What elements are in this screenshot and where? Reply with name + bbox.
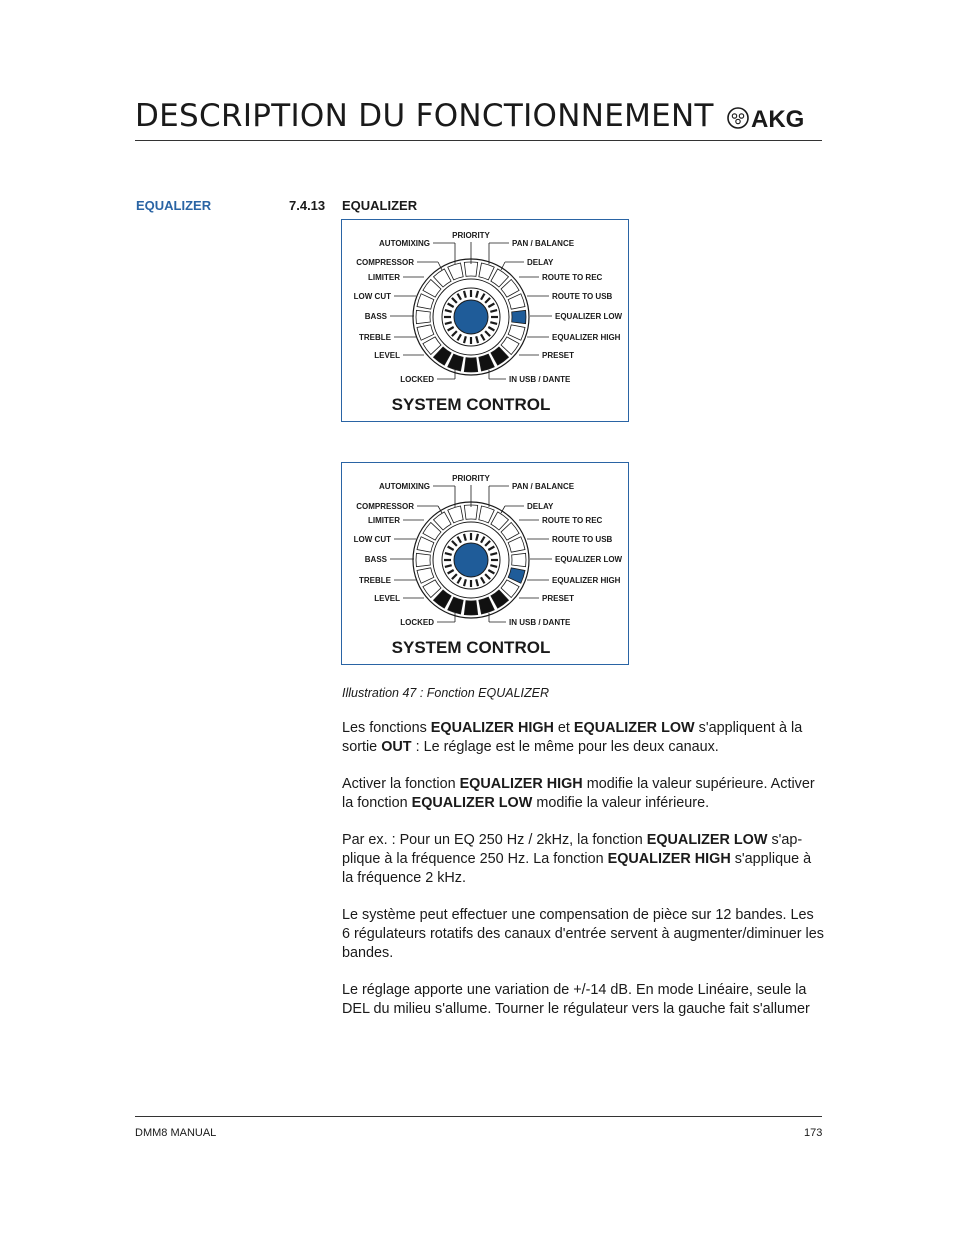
logo-text: AKG — [751, 106, 805, 131]
led-segment — [479, 263, 494, 280]
label-bass: BASS — [364, 555, 387, 564]
knob-grip — [445, 322, 452, 324]
knob-grip — [485, 541, 490, 546]
knob-ring — [413, 502, 529, 618]
led-segment — [417, 537, 434, 552]
footer-rule — [135, 1116, 822, 1117]
paragraph: Les fonctions EQUALIZER HIGH et EQUALIZER LOW s'appliquent à la sortie OUT : Le réglage est le même pour les deux canaux. — [342, 720, 803, 755]
label-compressor: COMPRESSOR — [356, 258, 414, 267]
system-control-figure-2 — [341, 462, 629, 665]
knob-grip — [458, 294, 462, 300]
led-segment — [464, 358, 477, 372]
label-treble: TREBLE — [359, 576, 391, 585]
label-pan-balance: PAN / BALANCE — [512, 482, 575, 491]
knob-ring — [413, 259, 529, 375]
label-route-to-usb: ROUTE TO USB — [552, 535, 613, 544]
paragraph: Le réglage apporte une variation de +/-14 dB. En mode Linéaire, seule la DEL du milieu s'allume. Tourner le régulateur vers la gauche fait s'allumer — [342, 982, 810, 1017]
led-segment — [508, 294, 525, 309]
knob-grip — [485, 298, 490, 303]
led-segment — [417, 325, 434, 340]
label-delay: DELAY — [527, 258, 554, 267]
knob-grip — [488, 304, 494, 308]
knob-grip — [490, 565, 497, 567]
knob-grip — [481, 537, 485, 543]
footer-manual-name: DMM8 MANUAL — [135, 1127, 217, 1139]
led-segment — [448, 597, 463, 614]
led-segment — [512, 553, 526, 566]
paragraph: Par ex. : Pour un EQ 250 Hz / 2kHz, la fonction EQUALIZER LOW s'ap-plique à la fréquence 250 Hz. La fonction EQUALIZER HIGH s'applique à la fréquence 2 kHz. — [342, 832, 812, 886]
body-text — [342, 719, 824, 1037]
led-segment — [508, 325, 525, 340]
knob-grip — [452, 298, 457, 303]
label-priority: PRIORITY — [452, 231, 490, 240]
figure-caption: Illustration 47 : Fonction EQUALIZER — [342, 686, 550, 700]
knob-grip — [445, 565, 452, 567]
label-equalizer-high: EQUALIZER HIGH — [552, 576, 621, 585]
led-segment — [417, 294, 434, 309]
system-control-figure-1 — [341, 219, 629, 422]
knob-grip — [452, 541, 457, 546]
led-segment — [416, 310, 430, 323]
paragraph: Activer la fonction EQUALIZER HIGH modifie la valeur supérieure. Activer la fonction EQUALIZER LOW modifie la valeur inférieure. — [342, 776, 815, 811]
knob-grip — [448, 304, 454, 308]
led-segment — [479, 354, 494, 371]
label-automixing: AUTOMIXING — [379, 482, 430, 491]
label-limiter: LIMITER — [368, 273, 400, 282]
knob-center — [454, 543, 488, 577]
knob-grip — [485, 574, 490, 579]
knob-grip — [476, 579, 478, 586]
section-heading — [289, 198, 417, 213]
sidebar-label: EQUALIZER — [136, 198, 212, 213]
knob-grip — [464, 534, 466, 541]
knob-grip — [445, 553, 452, 555]
led-segment — [448, 263, 463, 280]
knob-grip — [481, 294, 485, 300]
knob-grip — [490, 310, 497, 312]
knob-grip — [476, 291, 478, 298]
page-title: DESCRIPTION DU FONCTIONNEMENT — [135, 98, 714, 134]
knob-grip — [448, 547, 454, 551]
label-low-cut: LOW CUT — [353, 535, 391, 544]
led-segment — [464, 505, 477, 519]
led-segment — [464, 601, 477, 615]
label-preset: PRESET — [542, 594, 575, 603]
paragraph: Le système peut effectuer une compensation de pièce sur 12 bandes. Les 6 régulateurs rotatifs des canaux d'entrée servent à augmenter/diminuer les bandes. — [342, 907, 824, 961]
label-pan-balance: PAN / BALANCE — [512, 239, 575, 248]
label-route-to-rec: ROUTE TO REC — [542, 273, 603, 282]
label-automixing: AUTOMIXING — [379, 239, 430, 248]
led-segment — [512, 310, 526, 323]
knob-grip — [481, 334, 485, 340]
knob-grip — [458, 577, 462, 583]
knob-center — [454, 300, 488, 334]
knob-grip — [448, 327, 454, 331]
knob-grip — [488, 327, 494, 331]
label-level: LEVEL — [374, 351, 400, 360]
label-route-to-rec: ROUTE TO REC — [542, 516, 603, 525]
led-segment — [416, 553, 430, 566]
section-title: EQUALIZER — [342, 198, 418, 213]
knob-grip — [490, 553, 497, 555]
label-equalizer-high: EQUALIZER HIGH — [552, 333, 621, 342]
label-priority: PRIORITY — [452, 474, 490, 483]
led-segment — [479, 506, 494, 523]
label-limiter: LIMITER — [368, 516, 400, 525]
knob-grip — [490, 322, 497, 324]
system-control-title: SYSTEM CONTROL — [391, 638, 551, 657]
akg-logo — [727, 105, 825, 131]
label-equalizer-low: EQUALIZER LOW — [555, 555, 623, 564]
label-compressor: COMPRESSOR — [356, 502, 414, 511]
label-route-to-usb: ROUTE TO USB — [552, 292, 613, 301]
label-in-usb-dante: IN USB / DANTE — [509, 618, 571, 627]
system-control-title: SYSTEM CONTROL — [391, 395, 551, 414]
section-number: 7.4.13 — [289, 198, 326, 213]
knob-grip — [488, 570, 494, 574]
knob-grip — [476, 534, 478, 541]
knob-grip — [464, 579, 466, 586]
knob-grip — [458, 334, 462, 340]
header-rule — [135, 140, 822, 141]
knob-grip — [464, 291, 466, 298]
led-segment — [508, 568, 525, 583]
label-delay: DELAY — [527, 502, 554, 511]
led-segment — [448, 506, 463, 523]
knob-grip — [452, 574, 457, 579]
led-segment — [479, 597, 494, 614]
led-segment — [448, 354, 463, 371]
label-treble: TREBLE — [359, 333, 391, 342]
label-locked: LOCKED — [400, 375, 434, 384]
knob-grip — [481, 577, 485, 583]
knob-grip — [488, 547, 494, 551]
knob-grip — [445, 310, 452, 312]
label-preset: PRESET — [542, 351, 575, 360]
knob-grip — [458, 537, 462, 543]
label-low-cut: LOW CUT — [353, 292, 391, 301]
page-number: 173 — [804, 1127, 823, 1139]
led-segment — [417, 568, 434, 583]
knob-grip — [476, 336, 478, 343]
knob-grip — [452, 331, 457, 336]
knob-grip — [485, 331, 490, 336]
led-segment — [464, 262, 477, 276]
led-segment — [508, 537, 525, 552]
label-in-usb-dante: IN USB / DANTE — [509, 375, 571, 384]
label-locked: LOCKED — [400, 618, 434, 627]
label-equalizer-low: EQUALIZER LOW — [555, 312, 623, 321]
knob-grip — [464, 336, 466, 343]
label-bass: BASS — [364, 312, 387, 321]
label-level: LEVEL — [374, 594, 400, 603]
knob-grip — [448, 570, 454, 574]
